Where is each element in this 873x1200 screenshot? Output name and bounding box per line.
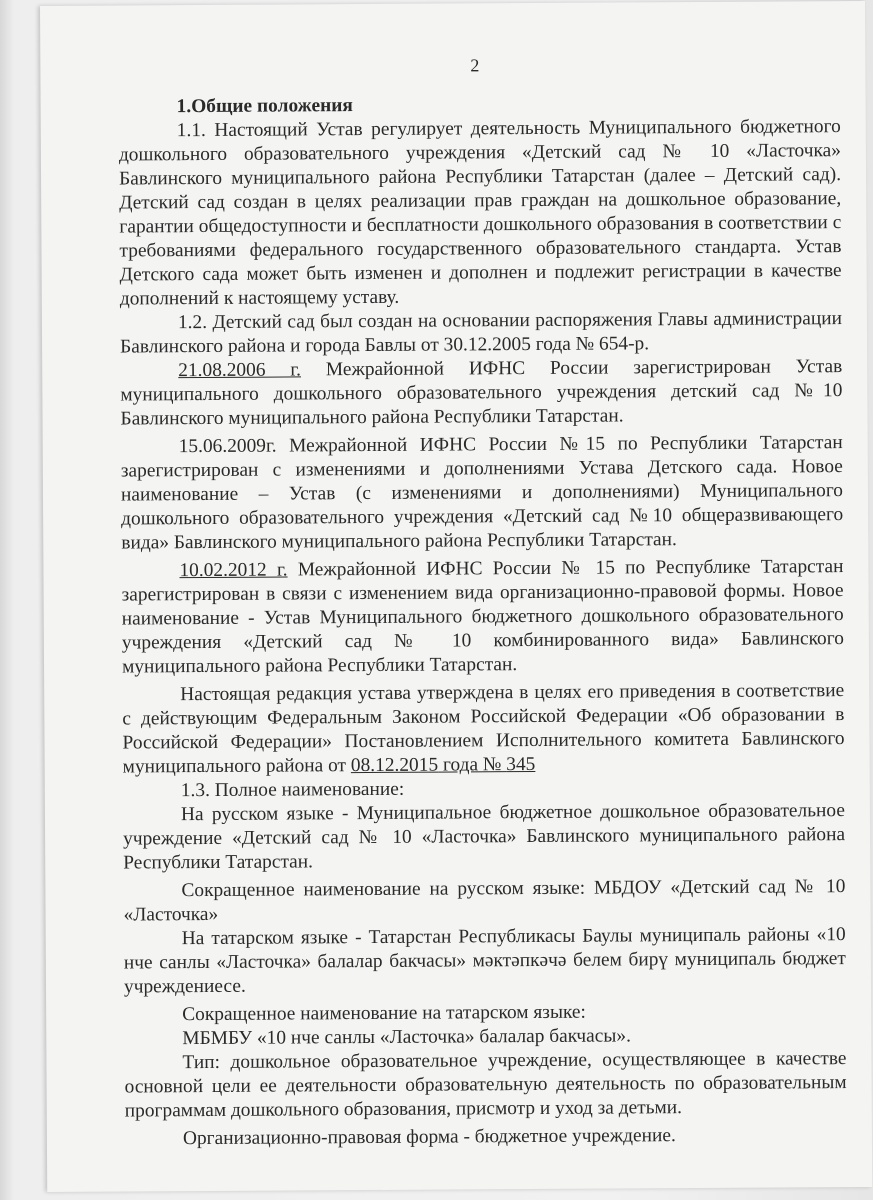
- registration-2006: [120, 355, 842, 431]
- short-name-tt: МБМБУ «10 нче санлы «Ласточка» балалар бакчасы».: [182, 1025, 632, 1050]
- current-edition-date: 08.12.2015: [350, 754, 439, 777]
- page-number: 2: [470, 55, 480, 76]
- full-name-ru: На русском языке - Муниципальное бюджетное дошкольное образовательное учреждение «Детский сад № 10 «Ласточка» Бавлинского муниципального района Республики Татарстан.: [123, 800, 846, 874]
- current-edition-text: Настоящая редакция устава утверждена в целях его приведения в соответствие с действующим Федеральным Законом Российской Федерации «Об образовании в Российской Федерации» Постановлением Исполнительного комитета Бавлинского муниципального района от: [122, 680, 845, 778]
- section-heading: 1.Общие положения: [176, 95, 353, 118]
- full-name-heading: 1.3. Полное наименование:: [180, 778, 405, 802]
- short-name-ru: Сокращенное наименование на русском языке: МБДОУ «Детский сад № 10 «Ласточка»: [123, 876, 846, 926]
- current-edition: [122, 679, 845, 779]
- registration-2006-text: Межрайонной ИФНС России зарегистрирован Устав муниципального дошкольного образовательного учреждения детский сад №10 Бавлинского муниципального района Республики Татарстан.: [120, 356, 843, 430]
- registration-2009: 15.06.2009г. Межрайонной ИФНС России №15 по Республики Татарстан зарегистрирован с изменениями и дополнениями Устава Детского сада. Новое наименование – Устав (с изменениями и дополнениями) Муниципального дошкольного образовательного учреждения «Детский сад №10 общеразвивающего вида» Бавлинского муниципального района Республики Татарстан.: [120, 432, 844, 554]
- current-edition-middle: года №: [438, 754, 507, 776]
- document-page: [40, 1, 872, 1192]
- short-name-tt-heading: Сокращенное наименование на татарском языке:: [182, 1001, 586, 1026]
- document-body: [119, 91, 847, 1151]
- current-edition-number: 345: [506, 753, 536, 776]
- paragraph-1-2: 1.2. Детский сад был создан на основании распоряжения Главы администрации Бавлинского района и города Бавлы от 30.12.2005 года № 654-р.: [120, 308, 842, 358]
- registration-2012-text: Межрайонной ИФНС России № 15 по Республике Татарстан зарегистрирован в связи с изменением вида организационно-правовой формы. Новое наименование - Устав Муниципального бюджетного дошкольного образовательного учреждения «Детский сад № 10 комбинированного вида» Бавлинского муниципального района Республики Татарстан.: [121, 556, 844, 678]
- registration-2012: [121, 555, 844, 679]
- legal-form: Организационно-правовая форма - бюджетное учреждение.: [182, 1125, 676, 1150]
- full-name-tt: На татарском языке - Татарстан Республикасы Баулы муниципаль районы «10 нче санлы «Ласточка» балалар бакчасы» мәктәпкәчә белем бирү муниципаль бюджет учреждениесе.: [123, 924, 846, 998]
- registration-2012-date: 10.02.2012 г.: [179, 559, 288, 582]
- institution-type: Тип: дошкольное образовательное учреждение, осуществляющее в качестве основной цели ее деятельности образовательную деятельность по образовательным программам дошкольного образования, присмотр и уход за детьми.: [124, 1048, 847, 1122]
- paragraph-1-1: 1.1. Настоящий Устав регулирует деятельность Муниципального бюджетного дошкольного образовательного учреждения «Детский сад № 10 «Ласточка» Бавлинского муниципального района Республики Татарстан (далее – Детский сад). Детский сад создан в целях реализации прав граждан на дошкольное образование, гарантии общедоступности и бесплатности дошкольного образования в соответствии с требованиями федерального государственного образовательного стандарта. Устав Детского сада может быть изменен и дополнен и подлежит регистрации в качестве дополнений к настоящему уставу.: [118, 116, 842, 310]
- registration-2006-date: 21.08.2006 г.: [178, 359, 302, 382]
